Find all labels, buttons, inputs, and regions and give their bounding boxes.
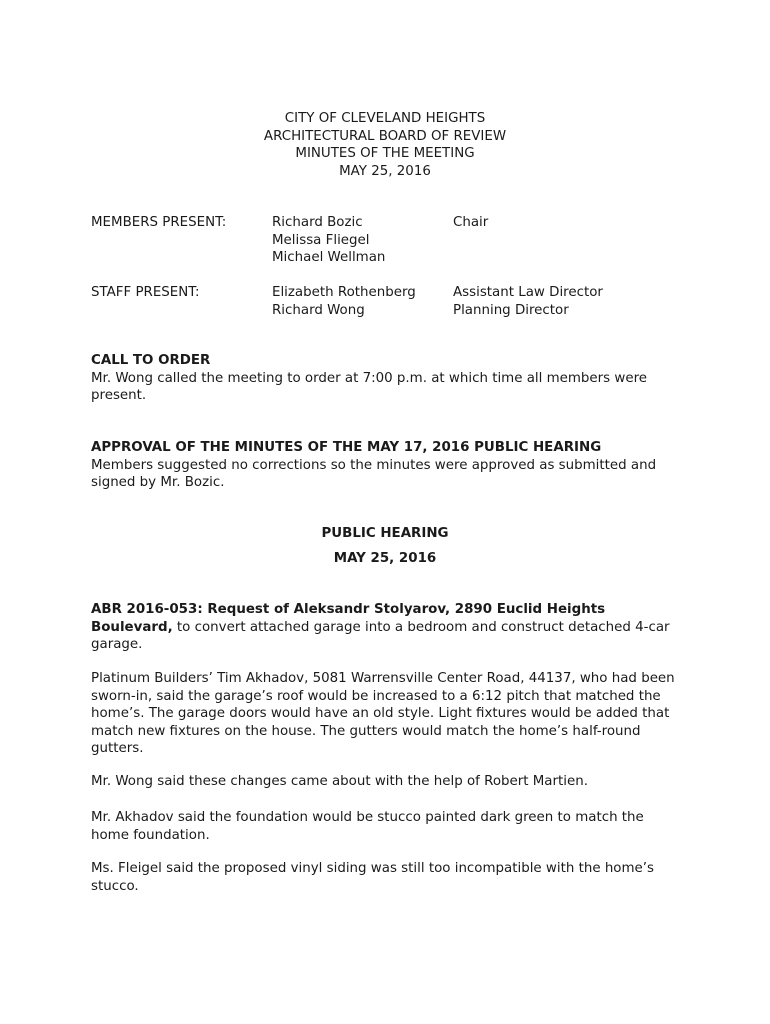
member-name: Michael Wellman (272, 250, 386, 265)
case-description: to convert attached garage into a bedroom and construct detached 4-car garage. (91, 619, 670, 652)
public-hearing-date: MAY 25, 2016 (333, 551, 437, 566)
call-to-order-heading: CALL TO ORDER (91, 353, 211, 368)
case-paragraph: Platinum Builders’ Tim Akhadov, 5081 Warrensville Center Road, 44137, who had been sworn-in, said the garage’s roof would be increased to a 6:12 pitch that matched the home’s. The garage doors would have an old style. Light fixtures would be added that match new fixtures on the house. The gutters would match the home’s half-round gutters. (91, 671, 675, 756)
case-heading: ABR 2016-053: Request of Aleksandr Stolyarov, 2890 Euclid Heights Boulevard, (91, 602, 606, 635)
staff-role: Assistant Law Director (453, 285, 603, 300)
document-header (0, 110, 770, 180)
approval-heading: APPROVAL OF THE MINUTES OF THE MAY 17, 2016 PUBLIC HEARING (91, 440, 602, 455)
public-hearing-title: PUBLIC HEARING (321, 526, 449, 541)
staff-role: Planning Director (453, 302, 569, 318)
case-intro (91, 601, 681, 654)
header-city: CITY OF CLEVELAND HEIGHTS (284, 111, 486, 126)
members-present-label: MEMBERS PRESENT: (91, 215, 227, 230)
case-paragraph: Mr. Wong said these changes came about with the help of Robert Martien. (91, 774, 588, 789)
staff-names (272, 284, 416, 319)
case-paragraph: Mr. Akhadov said the foundation would be stucco painted dark green to match the home foundation. (91, 810, 644, 843)
staff-roles (453, 284, 603, 319)
case-paragraph: Ms. Fleigel said the proposed vinyl siding was still too incompatible with the home’s stucco. (91, 861, 655, 894)
members-names (272, 214, 385, 267)
header-board: ARCHITECTURAL BOARD OF REVIEW (263, 128, 507, 144)
member-name: Richard Bozic (272, 215, 363, 230)
member-role: Chair (453, 215, 489, 230)
approval-section (91, 439, 691, 492)
staff-present-label: STAFF PRESENT: (91, 285, 200, 300)
call-to-order-text: Mr. Wong called the meeting to order at 7:00 p.m. at which time all members were present. (91, 370, 648, 403)
staff-name: Richard Wong (272, 302, 365, 318)
header-date: MAY 25, 2016 (339, 163, 431, 179)
approval-text: Members suggested no corrections so the minutes were approved as submitted and signed by Mr. Bozic. (91, 457, 657, 490)
members-roles (453, 214, 488, 232)
case-section (91, 601, 681, 654)
header-minutes: MINUTES OF THE MEETING (295, 146, 475, 161)
staff-name: Elizabeth Rothenberg (272, 285, 416, 300)
member-name: Melissa Fliegel (272, 232, 370, 248)
call-to-order-section (91, 352, 691, 405)
